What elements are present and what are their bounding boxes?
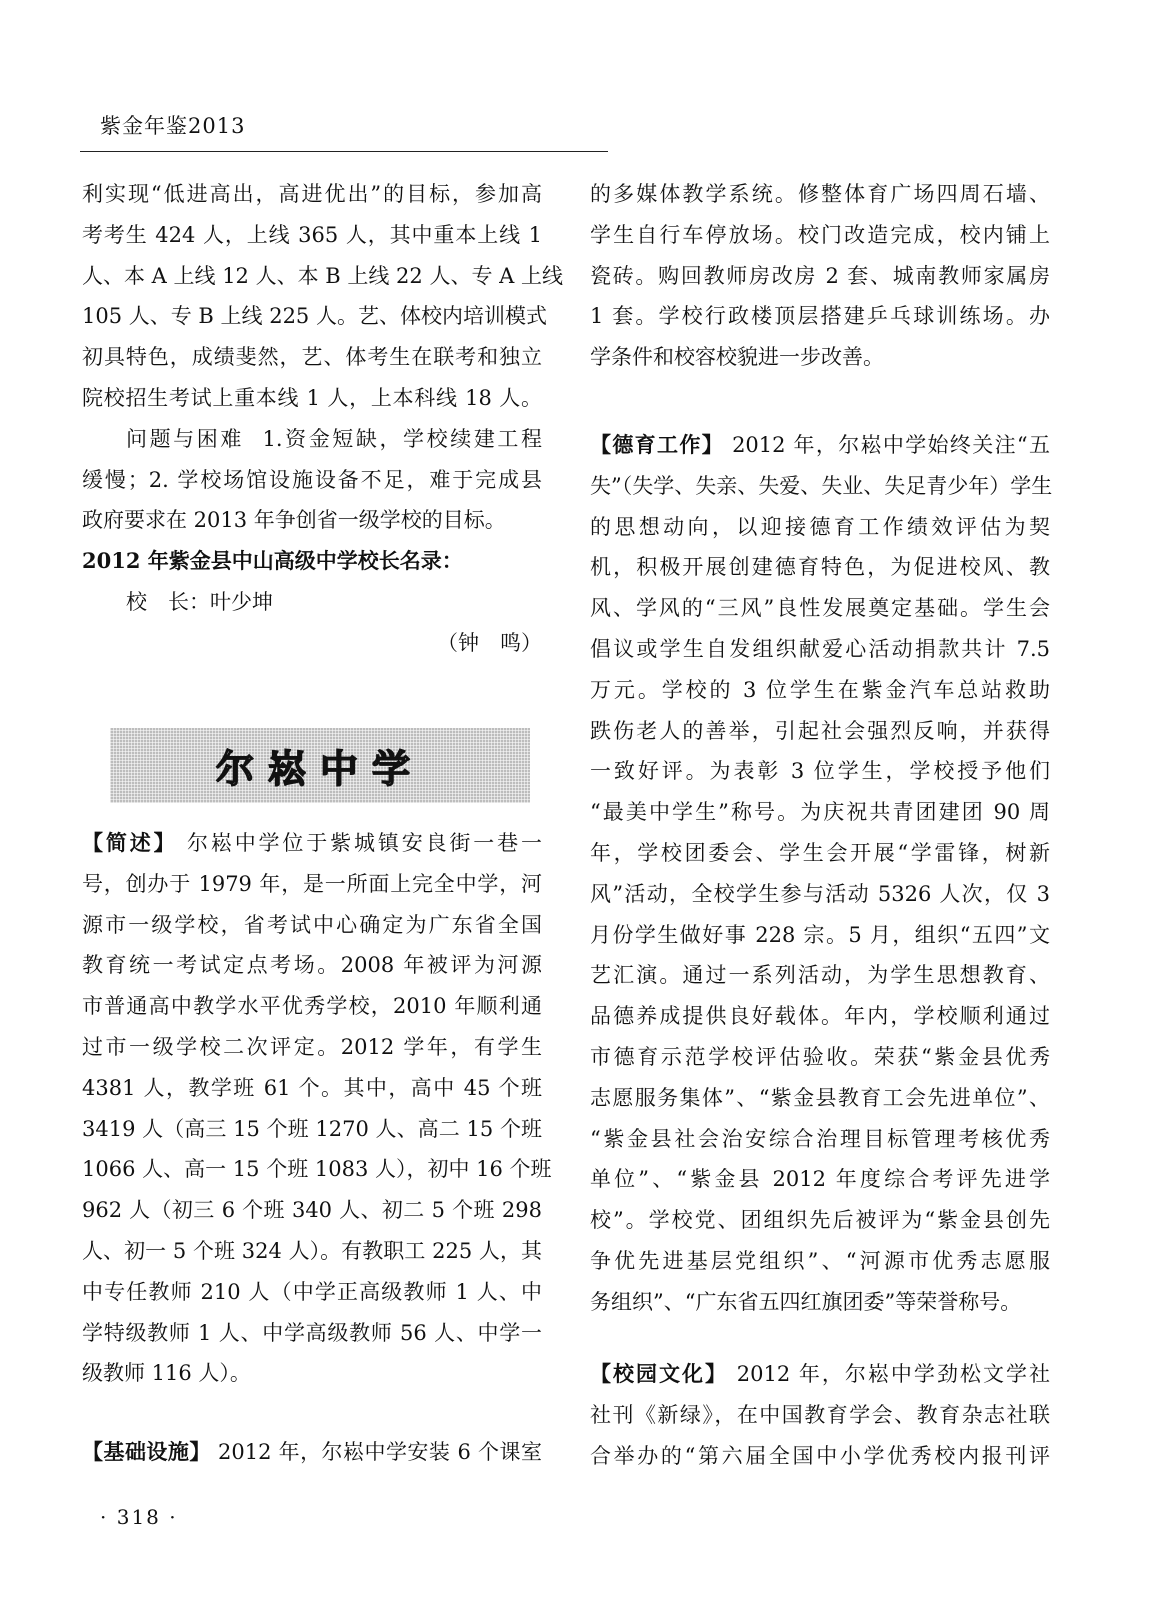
text-line: 学条件和校容校貌进一步改善。 <box>590 345 884 370</box>
section-title: 尔崧中学 <box>215 747 424 791</box>
text-line: 争优先进基层党组织”、“河源市优秀志愿服 <box>590 1248 1050 1273</box>
text-line: 校”。学校党、团组织先后被评为“紫金县创先 <box>590 1208 1050 1233</box>
text-line: 中专任教师 210 人（中学正高级教师 1 人、中 <box>82 1279 542 1304</box>
problems-heading: 问题与困难 <box>126 426 244 451</box>
text-line: 级教师 116 人）。 <box>82 1361 251 1386</box>
text-line: 人、初一 5 个班 324 人）。有教职工 225 人，其 <box>82 1238 542 1263</box>
text-line: 学特级教师 1 人、中学高级教师 56 人、中学一 <box>82 1320 542 1345</box>
culture-first-line <box>590 1354 1050 1395</box>
text-line: “紫金县社会治安综合治理目标管理考核优秀 <box>590 1126 1050 1151</box>
text-line: 利实现“低进高出，高进优出”的目标，参加高 <box>82 182 542 206</box>
intro-first-line <box>82 823 542 864</box>
culture-heading: 【校园文化】 <box>590 1362 729 1386</box>
text-line: 人、本 A 上线 12 人、本 B 上线 22 人、专 A 上线 <box>82 263 563 288</box>
right-column-culture <box>590 1354 1050 1476</box>
page-number: · 318 · <box>100 1505 178 1529</box>
text-line: 风”活动，全校学生参与活动 5326 人次，仅 3 <box>590 881 1050 906</box>
text-line: 学生自行车停放场。校门改造完成，校内铺上 <box>590 222 1050 247</box>
text-line: 号，创办于 1979 年，是一所面上完全中学，河 <box>82 871 542 896</box>
text-line: 倡议或学生自发组织献爱心活动捐款共计 7.5 <box>590 636 1050 661</box>
text-line: 院校招生考试上重本线 1 人，上本科线 18 人。 <box>82 385 542 410</box>
text-line: 社刊《新绿》，在中国教育学会、教育杂志社联 <box>590 1402 1050 1427</box>
text-line: 瓷砖。购回教师房改房 2 套、城南教师家属房 <box>590 263 1050 288</box>
culture-text: 2012 年，尔崧中学劲松文学社 <box>736 1362 1050 1386</box>
intro-heading: 【简述】 <box>82 831 178 855</box>
infra-first-line-block <box>82 1432 542 1473</box>
text-line: 初具特色，成绩斐然，艺、体考生在联考和独立 <box>82 345 542 370</box>
text-line: 考考生 424 人，上线 365 人，其中重本上线 1 <box>82 222 542 247</box>
text-line: 4381 人，教学班 61 个。其中，高中 45 个班 <box>82 1075 542 1100</box>
text-line: “最美中学生”称号。为庆祝共青团建团 90 周 <box>590 800 1050 825</box>
text-line: 1 套。学校行政楼顶层搭建乒乓球训练场。办 <box>590 304 1050 329</box>
text-line: 风、学风的“三风”良性发展奠定基础。学生会 <box>590 596 1050 621</box>
left-column-top <box>82 174 563 664</box>
problems-text: 1.资金短缺，学校续建工程 <box>262 426 542 451</box>
running-head: 紫金年鉴2013 <box>100 114 246 138</box>
text-line: 万元。学校的 3 位学生在紫金汽车总站救助 <box>590 677 1050 702</box>
author-credit: （钟 鸣） <box>437 630 542 655</box>
text-line: 的思想动向，以迎接德育工作绩效评估为契 <box>590 514 1050 539</box>
moral-heading: 【德育工作】 <box>590 433 725 457</box>
right-column-infra <box>590 174 1050 378</box>
section-title-banner <box>110 728 530 803</box>
text-line: 失”（失学、失亲、失爱、失业、失足青少年）学生 <box>590 473 1053 498</box>
moral-text: 2012 年，尔崧中学始终关注“五 <box>732 433 1050 457</box>
intro-text: 尔崧中学位于紫城镇安良街一巷一 <box>186 831 543 855</box>
text-line: 105 人、专 B 上线 225 人。艺、体校内培训模式 <box>82 304 547 329</box>
text-line: 市德育示范学校评估验收。荣获“紫金县优秀 <box>590 1044 1050 1069</box>
text-line: 志愿服务集体”、“紫金县教育工会先进单位”、 <box>590 1085 1050 1110</box>
infra-text: 2012 年，尔崧中学安装 6 个课室 <box>218 1440 542 1464</box>
text-line: 3419 人（高三 15 个班 1270 人、高二 15 个班 <box>82 1116 542 1141</box>
problems-paragraph-first-line <box>82 419 542 460</box>
infra-heading: 【基础设施】 <box>82 1440 211 1464</box>
text-line: 合举办的“第六届全国中小学优秀校内报刊评 <box>590 1443 1050 1468</box>
text-line: 跌伤老人的善举，引起社会强烈反响，并获得 <box>590 718 1050 743</box>
moral-first-line <box>590 425 1050 466</box>
text-line: 年，学校团委会、学生会开展“学雷锋，树新 <box>590 840 1050 865</box>
text-line: 政府要求在 2013 年争创省一级学校的目标。 <box>82 508 506 533</box>
text-line: 单位”、“紫金县 2012 年度综合考评先进学 <box>590 1167 1050 1192</box>
text-line: 教育统一考试定点考场。2008 年被评为河源 <box>82 953 542 978</box>
left-column-bottom <box>82 823 552 1394</box>
right-column-moral <box>590 425 1053 1323</box>
text-line: 962 人（初三 6 个班 340 人、初二 5 个班 298 <box>82 1198 542 1223</box>
text-line: 一致好评。为表彰 3 位学生，学校授予他们 <box>590 759 1050 784</box>
text-line: 艺汇演。通过一系列活动，为学生思想教育、 <box>590 963 1050 988</box>
text-line: 的多媒体教学系统。修整体育广场四周石墙、 <box>590 182 1050 206</box>
text-line: 品德养成提供良好载体。年内，学校顺利通过 <box>590 1004 1050 1029</box>
text-line: 1066 人、高一 15 个班 1083 人），初中 16 个班 <box>82 1157 552 1182</box>
text-line: 务组织”、“广东省五四红旗团委”等荣誉称号。 <box>590 1289 1022 1314</box>
text-line: 缓慢；2. 学校场馆设施设备不足，难于完成县 <box>82 467 542 492</box>
principal-list-title: 2012 年紫金县中山高级中学校长名录： <box>82 548 463 574</box>
text-line: 源市一级学校，省考试中心确定为广东省全国 <box>82 912 542 937</box>
text-line: 市普通高中教学水平优秀学校，2010 年顺利通 <box>82 994 542 1019</box>
infra-first-line <box>82 1432 542 1473</box>
header-rule <box>80 151 608 152</box>
text-line: 机，积极开展创建德育特色，为促进校风、教 <box>590 555 1050 580</box>
principal-line: 校 长：叶少坤 <box>126 589 273 614</box>
text-line: 过市一级学校二次评定。2012 学年，有学生 <box>82 1034 542 1059</box>
text-line: 月份学生做好事 228 宗。5 月，组织“五四”文 <box>590 922 1050 947</box>
